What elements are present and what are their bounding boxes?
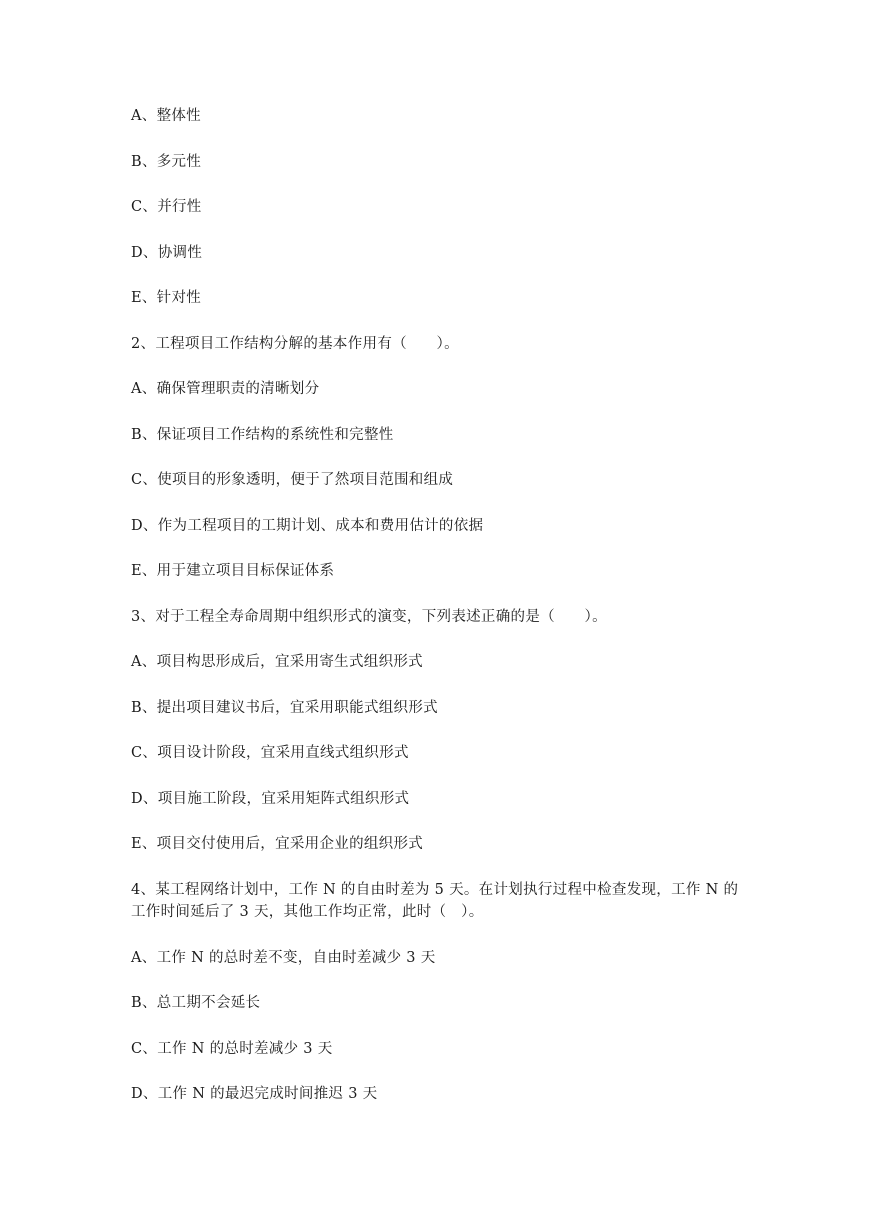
q4-option-a: A、工作 N 的总时差不变，自由时差减少 3 天 (131, 950, 436, 966)
q4-stem-line1: 4、某工程网络计划中，工作 N 的自由时差为 5 天。在计划执行过程中检查发现，工作 N 的 (131, 882, 739, 898)
q2-stem: 2、工程项目工作结构分解的基本作用有（ ）。 (131, 336, 459, 352)
q1-option-b: B、多元性 (131, 154, 202, 170)
q3-option-a: A、项目构思形成后，宜采用寄生式组织形式 (131, 654, 423, 670)
q2-option-e: E、用于建立项目目标保证体系 (131, 563, 335, 579)
q4-option-d: D、工作 N 的最迟完成时间推迟 3 天 (131, 1086, 378, 1102)
q4-option-b: B、总工期不会延长 (131, 995, 261, 1011)
q3-stem: 3、对于工程全寿命周期中组织形式的演变，下列表述正确的是（ ）。 (131, 609, 607, 625)
q4-option-c: C、工作 N 的总时差减少 3 天 (131, 1041, 333, 1057)
q4-stem-line2: 工作时间延后了 3 天，其他工作均正常，此时（ ）。 (131, 904, 484, 920)
q1-option-d: D、协调性 (131, 245, 203, 261)
q3-option-b: B、提出项目建议书后，宜采用职能式组织形式 (131, 700, 438, 716)
q1-option-e: E、针对性 (131, 290, 202, 306)
q2-option-a: A、确保管理职责的清晰划分 (131, 381, 320, 397)
q2-option-d: D、作为工程项目的工期计划、成本和费用估计的依据 (131, 518, 484, 534)
q2-option-c: C、使项目的形象透明，便于了然项目范围和组成 (131, 472, 454, 488)
q1-option-a: A、整体性 (131, 108, 201, 124)
q3-option-d: D、项目施工阶段，宜采用矩阵式组织形式 (131, 791, 410, 807)
q1-option-c: C、并行性 (131, 199, 202, 215)
q3-option-e: E、项目交付使用后，宜采用企业的组织形式 (131, 836, 424, 852)
q3-option-c: C、项目设计阶段，宜采用直线式组织形式 (131, 745, 409, 761)
q2-option-b: B、保证项目工作结构的系统性和完整性 (131, 427, 394, 443)
